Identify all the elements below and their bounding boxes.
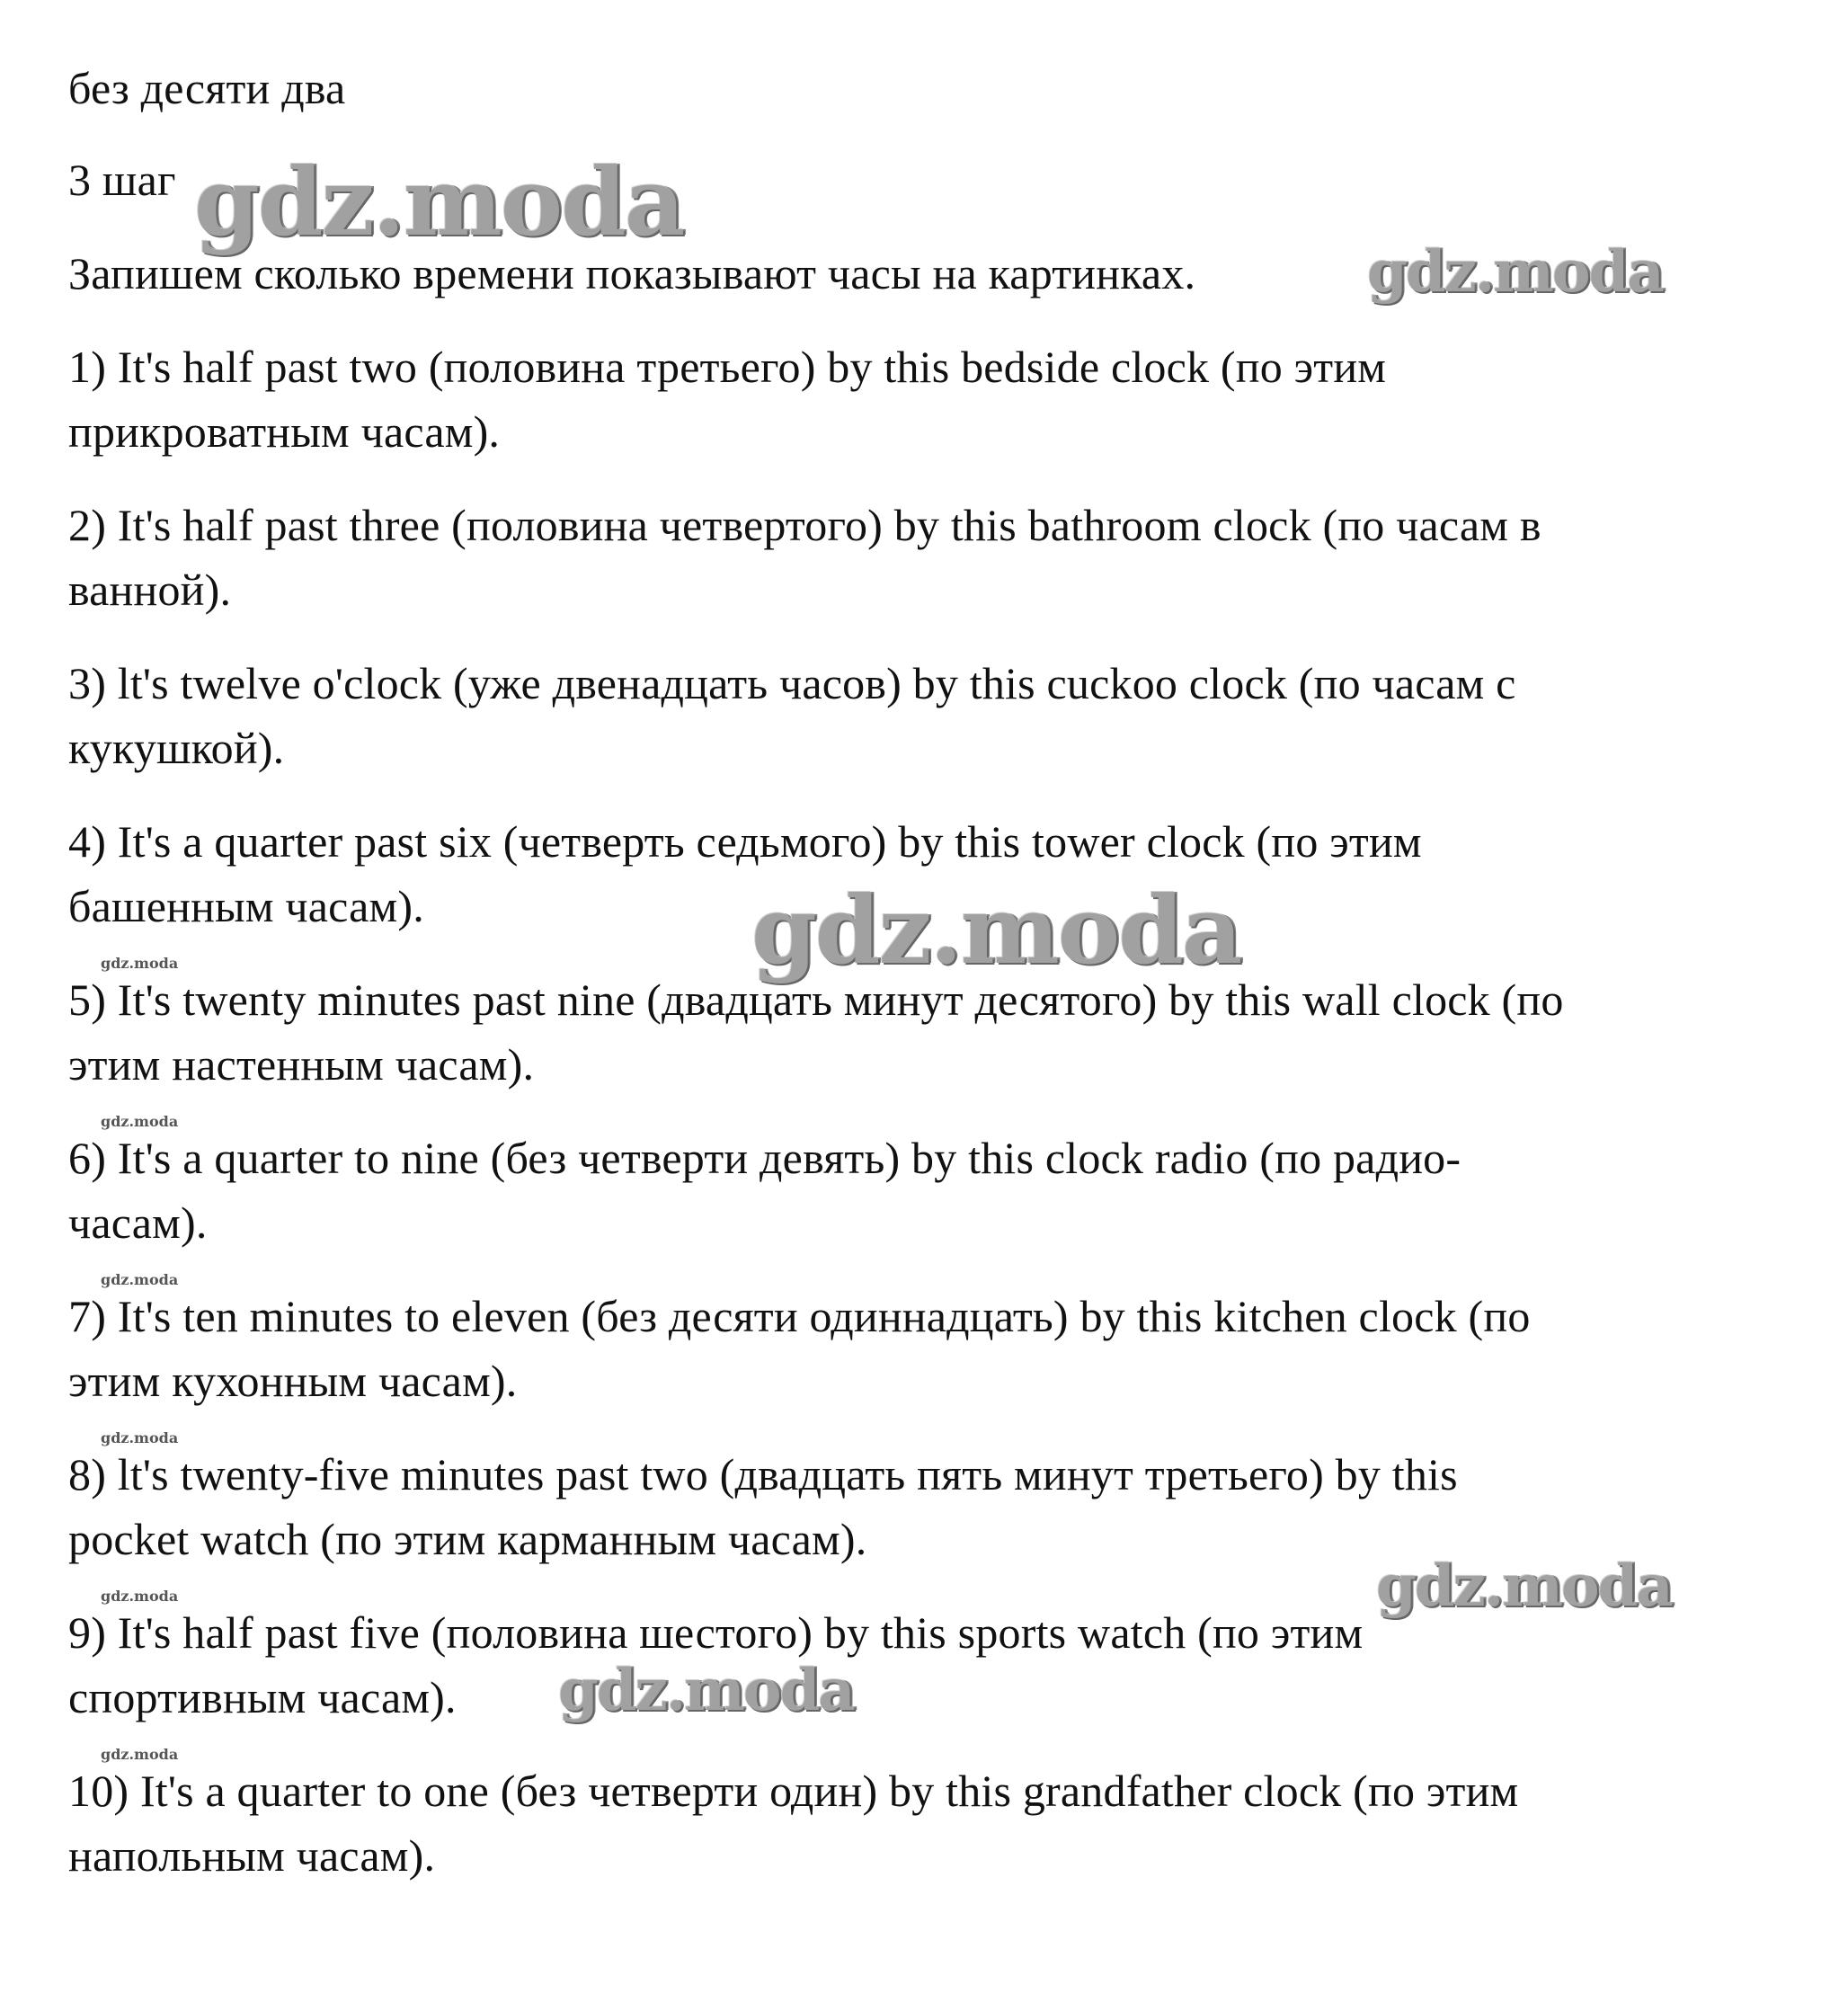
watermark-small: gdz.moda [101, 955, 179, 972]
step-label: 3 шаг [68, 155, 176, 205]
answer-10-line-2: напольным часам). [68, 1830, 436, 1881]
answer-8-line-1: 8) lt's twenty-five minutes past two (двадцать пять минут третьего) by this [68, 1449, 1458, 1499]
answer-2-line-2: ванной). [68, 565, 232, 615]
watermark-small: gdz.moda [101, 1588, 179, 1605]
answer-7-line-1: 7) It's ten minutes to eleven (без десяти одиннадцать) by this kitchen clock (по [68, 1291, 1531, 1341]
answer-9-line-2: спортивным часам). [68, 1672, 457, 1722]
answer-5-line-2: этим настенным часам). [68, 1039, 535, 1090]
answer-4-line-2: башенным часам). [68, 881, 424, 931]
answer-1-line-1: 1) It's half past two (половина третьего) by this bedside clock (по этим [68, 342, 1387, 392]
watermark-small: gdz.moda [101, 1746, 179, 1763]
answer-10-line-1: 10) It's a quarter to one (без четверти один) by this grandfather clock (по этим [68, 1766, 1519, 1816]
watermark-logo: gdz.moda [558, 1657, 854, 1724]
answer-8-line-2: pocket watch (по этим карманным часам). [68, 1514, 867, 1564]
watermark-logo: gdz.moda [1367, 238, 1663, 306]
answer-9-line-1: 9) It's half past five (половина шестого) by this sports watch (по этим [68, 1607, 1364, 1658]
top-line: без десяти два [68, 63, 346, 113]
watermark-small: gdz.moda [101, 1113, 179, 1130]
answer-6-line-1: 6) It's a quarter to nine (без четверти девять) by this clock radio (по радио- [68, 1133, 1462, 1183]
watermark-logo: gdz.moda [751, 875, 1241, 985]
instruction: Запишем сколько времени показывают часы на картинках. [68, 248, 1196, 298]
answer-1-line-2: прикроватным часам). [68, 406, 501, 457]
answer-3-line-1: 3) lt's twelve o'clock (уже двенадцать часов) by this cuckoo clock (по часам с [68, 658, 1516, 708]
answer-3-line-2: кукушкой). [68, 723, 285, 773]
watermark-small: gdz.moda [101, 1429, 179, 1446]
answer-4-line-1: 4) It's a quarter past six (четверть седьмого) by this tower clock (по этим [68, 816, 1422, 867]
answer-6-line-2: часам). [68, 1197, 208, 1248]
watermark-small: gdz.moda [101, 1271, 179, 1288]
watermark-logo: gdz.moda [1376, 1553, 1672, 1620]
answer-5-line-1: 5) It's twenty minutes past nine (двадцать минут десятого) by this wall clock (по [68, 974, 1564, 1025]
watermark-logo: gdz.moda [194, 147, 684, 257]
answer-7-line-2: этим кухонным часам). [68, 1356, 518, 1406]
answer-2-line-1: 2) It's half past three (половина четвертого) by this bathroom clock (по часам в [68, 500, 1541, 550]
